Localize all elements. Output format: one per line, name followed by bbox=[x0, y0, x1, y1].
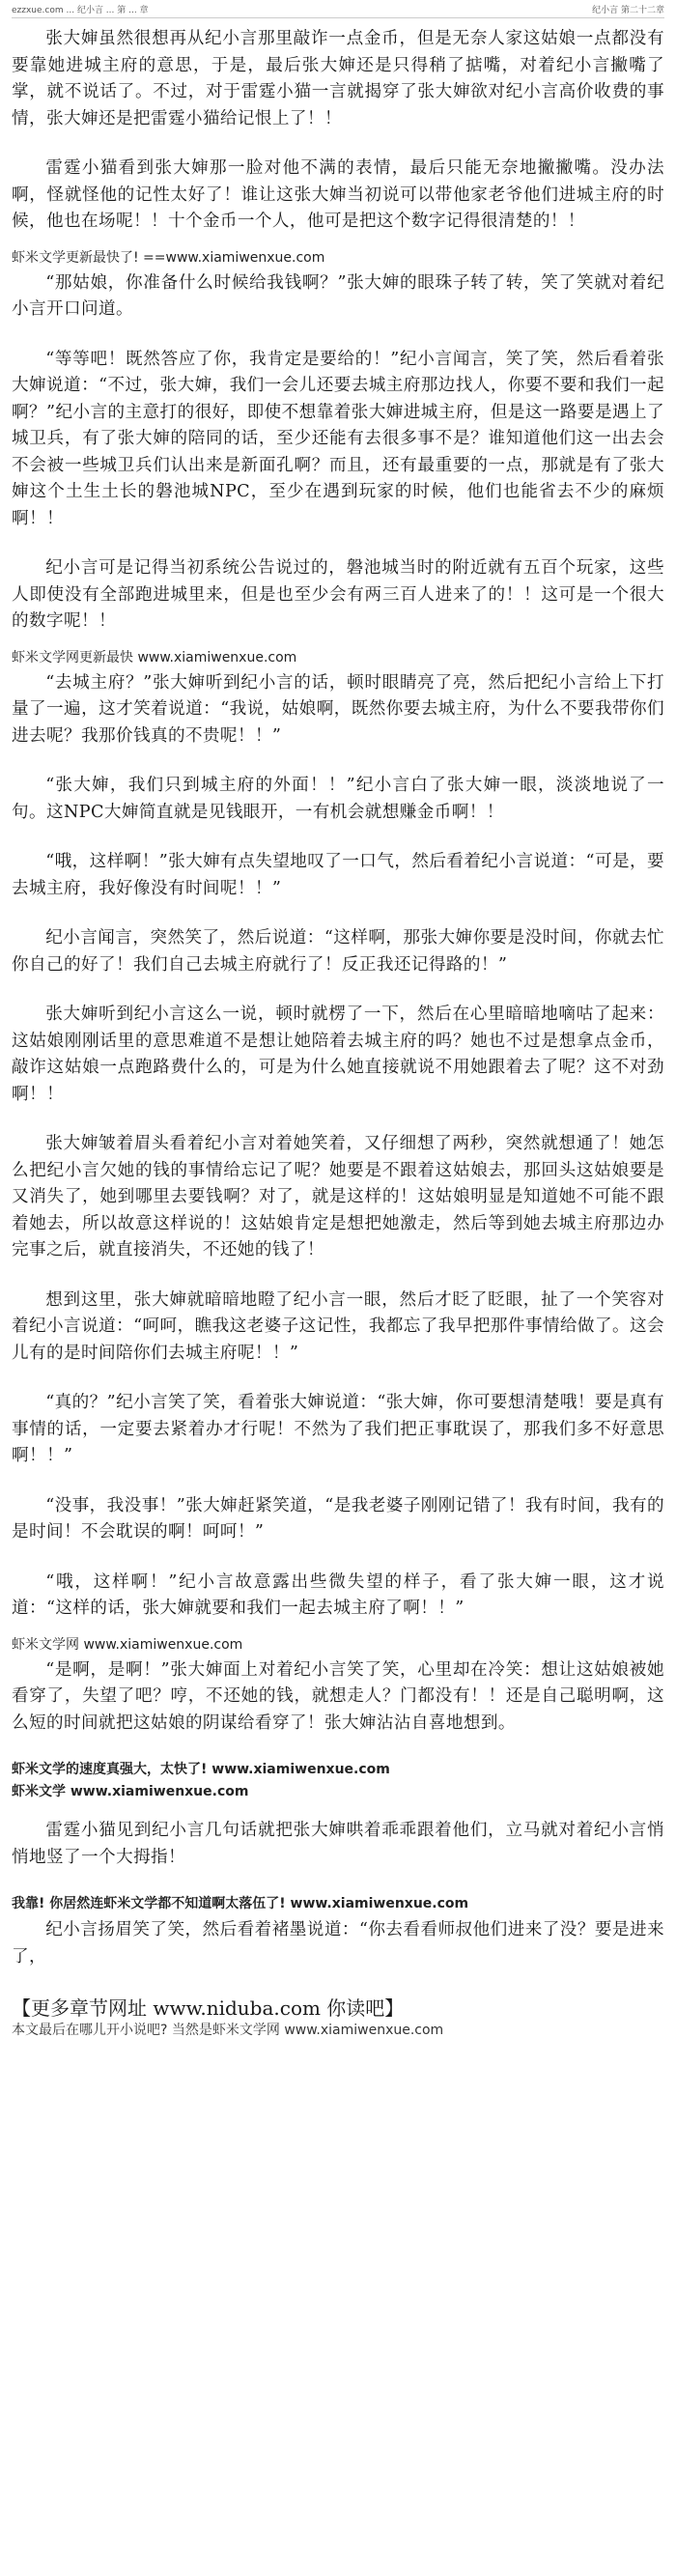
paragraph-17: 雷霆小猫见到纪小言几句话就把张大婶哄着乖乖跟着他们，立马就对着纪小言悄悄地竖了一个大拇指！ bbox=[12, 1821, 664, 1867]
footer-promo: 本文最后在哪儿开小说吧? 当然是虾米文学网 www.xiamiwenxue.com bbox=[12, 2023, 444, 2038]
site-watermark: 虾米文学网 www.xiamiwenxue.com bbox=[12, 1636, 243, 1653]
site-watermark: 虾米文学更新最快了! ==www.xiamiwenxue.com bbox=[12, 249, 325, 266]
paragraph-3: “那姑娘，你准备什么时候给我钱啊？”张大婶的眼珠子转了转，笑了笑就对着纪小言开口问道。 bbox=[12, 272, 664, 319]
paragraph-5: 纪小言可是记得当初系统公告说过的，磐池城当时的附近就有五百个玩家，这些人即使没有全部跑进城里来，但是也至少会有两三百人进来了的！！这可是一个很大的数字呢！！ bbox=[12, 558, 664, 631]
paragraph-14: “没事，我没事！”张大婶赶紧笑道，“是我老婆子刚刚记错了！我有时间，我有的是时间！不会耽误的啊！呵呵！” bbox=[12, 1495, 664, 1542]
paragraph-8: “哦，这样啊！”张大婶有点失望地叹了一口气，然后看着纪小言说道：“可是，要去城主府，我好像没有时间呢！！” bbox=[12, 852, 664, 898]
site-watermark: 虾米文学 www.xiamiwenxue.com bbox=[12, 1784, 249, 1799]
paragraph-2: 雷霆小猫看到张大婶那一脸对他不满的表情，最后只能无奈地撇撇嘴。没办法啊，怪就怪他的记性太好了！谁让这张大婶当初说可以带他家老爷他们进城主府的时候，他也在场呢！！十个金币一个人，他可是把这个数字记得很清楚的！！ bbox=[12, 158, 664, 231]
paragraph-4: “等等吧！既然答应了你，我肯定是要给的！”纪小言闻言，笑了笑，然后看着张大婶说道：“不过，张大婶，我们一会儿还要去城主府那边找人，你要不要和我们一起啊？”纪小言的主意打的很好，即使不想靠着张大婶进城主府，但是这一路要是遇上了城卫兵，有了张大婶的陪同的话，至少还能有去很多事不是？谁知道他们这一出去会不会被一些城卫兵们认出来是新面孔啊？而且，还有最重要的一点，那就是有了张大婶这个土生土长的磐池城NPC，至少在遇到玩家的时候，他们也能省去不少的麻烦啊！！ bbox=[12, 349, 664, 528]
page-header bbox=[12, 0, 664, 18]
more-chapters-link[interactable]: 【更多章节网址 www.niduba.com 你读吧】 bbox=[12, 1996, 405, 2020]
paragraph-12: 想到这里，张大婶就暗暗地瞪了纪小言一眼，然后才眨了眨眼，扯了一个笑容对着纪小言说道：“呵呵，瞧我这老婆子这记性，我都忘了我早把那件事情给做了。这会儿有的是时间陪你们去城主府呢！！” bbox=[12, 1289, 664, 1363]
header-left: ezzxue.com ... 纪小言 ... 第 ... 章 bbox=[12, 5, 149, 15]
paragraph-11: 张大婶皱着眉头看着纪小言对着她笑着，又仔细想了两秒，突然就想通了！她怎么把纪小言欠她的钱的事情给忘记了呢？她要是不跟着这姑娘去，那回头这姑娘要是又消失了，她到哪里去要钱啊？对了，就是这样的！这姑娘明显是知道她不可能不跟着她去，所以故意这样说的！这姑娘肯定是想把她激走，然后等到她去城主府那边办完事之后，就直接消失，不还她的钱了！ bbox=[12, 1134, 664, 1260]
paragraph-6: “去城主府？”张大婶听到纪小言的话，顿时眼睛亮了亮，然后把纪小言给上下打量了一遍，这才笑着说道：“我说，姑娘啊，既然你要去城主府，为什么不要我带你们进去呢？我那价钱真的不贵呢！！” bbox=[12, 672, 664, 746]
promo-speed: 虾米文学的速度真强大，太快了! www.xiamiwenxue.com bbox=[12, 1762, 390, 1777]
paragraph-18: 纪小言扬眉笑了笑，然后看着褚墨说道：“你去看看师叔他们进来了没？要是进来了， bbox=[12, 1920, 664, 1967]
paragraph-1: 张大婶虽然很想再从纪小言那里敲诈一点金币，但是无奈人家这姑娘一点都没有要靠她进城主府的意思，于是，最后张大婶还是只得稍了掂嘴，对着纪小言撇嘴了掌，就不说话了。不过，对于雷霆小猫一言就揭穿了张大婶欲对纪小言高价收费的事情，张大婶还是把雷霆小猫给记恨上了！！ bbox=[12, 29, 664, 128]
site-watermark: 虾米文学网更新最快 www.xiamiwenxue.com bbox=[12, 649, 297, 665]
promo-me: 我靠! 你居然连虾米文学都不知道啊太落伍了! www.xiamiwenxue.com bbox=[12, 1896, 469, 1911]
paragraph-7: “张大婶，我们只到城主府的外面！！”纪小言白了张大婶一眼，淡淡地说了一句。这NPC大婶简直就是见钱眼开，一有机会就想赚金币啊！！ bbox=[12, 776, 664, 822]
paragraph-13: “真的？”纪小言笑了笑，看着张大婶说道：“张大婶，你可要想清楚哦！要是真有事情的话，一定要去紧着办才行呢！不然为了我们把正事耽误了，那我们多不好意思啊！！” bbox=[12, 1393, 664, 1465]
paragraph-15: “哦，这样啊！”纪小言故意露出些微失望的样子，看了张大婶一眼，这才说道：“这样的话，张大婶就要和我们一起去城主府了啊！！” bbox=[12, 1571, 664, 1618]
header-right: 纪小言 第二十二章 bbox=[592, 5, 664, 15]
paragraph-16: “是啊，是啊！”张大婶面上对着纪小言笑了笑，心里却在冷笑：想让这姑娘被她看穿了，失望了吧？哼，不还她的钱，就想走人？门都没有！！还是自己聪明啊，这么短的时间就把这姑娘的阴谋给看穿了！张大婶沾沾自喜地想到。 bbox=[12, 1659, 664, 1733]
paragraph-10: 张大婶听到纪小言这么一说，顿时就楞了一下，然后在心里暗暗地嘀咕了起来：这姑娘刚刚话里的意思难道不是想让她陪着去城主府的吗？她也不过是想拿点金币，敲诈这姑娘一点跑路费什么的，可是为什么她直接就说不用她跟着去了呢？这不对劲啊！！ bbox=[12, 1005, 664, 1104]
paragraph-9: 纪小言闻言，突然笑了，然后说道：“这样啊，那张大婶你要是没时间，你就去忙你自己的好了！我们自己去城主府就行了！反正我还记得路的！” bbox=[12, 928, 664, 975]
